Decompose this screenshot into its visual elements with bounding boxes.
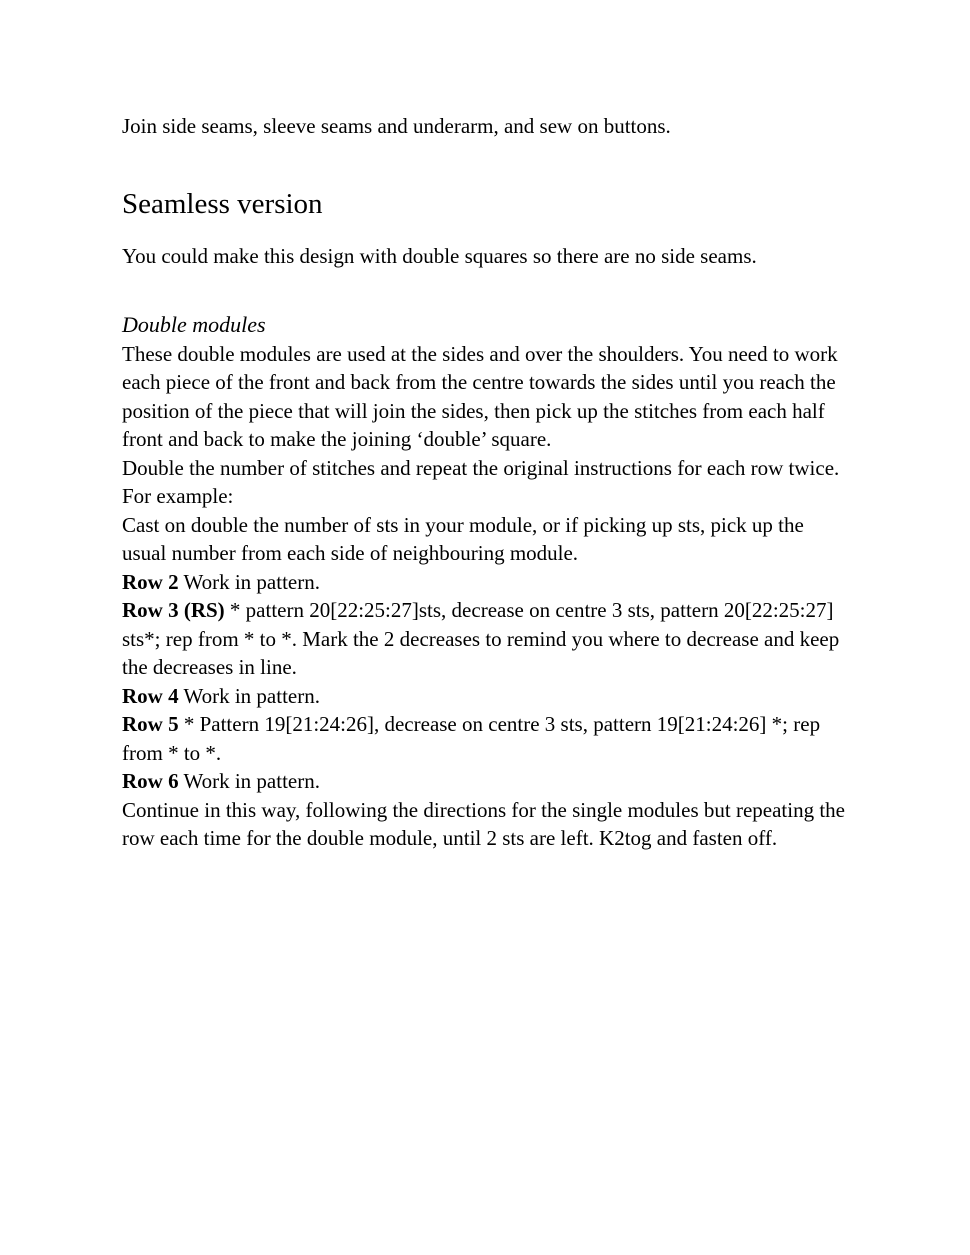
subsection-heading: Double modules [122, 312, 266, 337]
intro-paragraph: Join side seams, sleeve seams and underarm, and sew on buttons. [122, 114, 671, 138]
paragraph-text: Continue in this way, following the directions for the single modules but repeating the row each time for the double module, until 2 sts are left. K2tog and fasten off. [122, 797, 846, 850]
section-lead-paragraph: You could make this design with double squares so there are no side seams. [122, 243, 757, 268]
pattern-paragraph [122, 511, 850, 568]
row-label: Row 4 [122, 683, 179, 708]
paragraph-text: Cast on double the number of sts in your module, or if picking up sts, pick up the usual number from each side of neighbouring module. [122, 512, 804, 565]
row-text: Work in pattern. [178, 683, 320, 708]
document-content [122, 112, 850, 853]
paragraph-text: These double modules are used at the sides and over the shoulders. You need to work each piece of the front and back from the centre towards the sides until you reach the position of the piece that will join the sides, then pick up the stitches from each half front and back to make the joining ‘double’ square. [122, 341, 838, 451]
row-text: Work in pattern. [178, 569, 320, 594]
row-text: * Pattern 19[21:24:26], decrease on centre 3 sts, pattern 19[21:24:26] *; rep from * to *. [122, 712, 821, 765]
pattern-paragraph [122, 454, 850, 511]
section-heading: Seamless version [122, 187, 323, 220]
row-instruction [122, 682, 850, 711]
row-instruction [122, 767, 850, 796]
pattern-paragraph [122, 340, 850, 454]
row-text: * pattern 20[22:25:27]sts, decrease on centre 3 sts, pattern 20[22:25:27] sts*; rep from * to *. Mark the 2 decreases to remind you where to decrease and keep the decreases in line. [122, 598, 840, 679]
row-instruction [122, 596, 850, 682]
row-instruction [122, 568, 850, 597]
row-label: Row 6 [122, 769, 179, 793]
row-label: Row 3 (RS) [122, 598, 225, 622]
row-label: Row 5 [122, 712, 179, 736]
row-label: Row 2 [122, 569, 179, 594]
row-instruction [122, 710, 850, 767]
paragraph-text: Double the number of stitches and repeat the original instructions for each row twice. For example: [122, 455, 840, 508]
pattern-paragraph [122, 796, 850, 853]
row-text: Work in pattern. [178, 769, 320, 793]
